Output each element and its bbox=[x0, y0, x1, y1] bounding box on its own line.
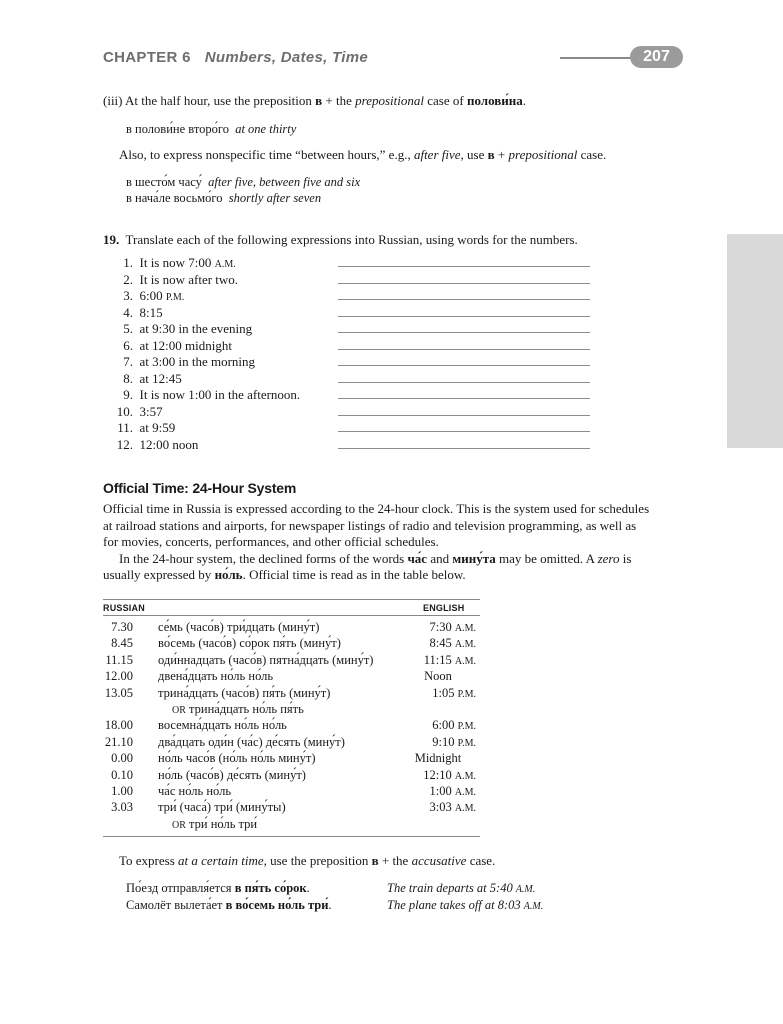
table-cell-english: Noon bbox=[424, 669, 452, 684]
exercise-item-number: 12. bbox=[116, 436, 133, 452]
exercise-item-text: It is now 1:00 in the afternoon. bbox=[139, 387, 301, 402]
table-cell-english: 7:30 A.M. bbox=[429, 620, 476, 634]
answer-line[interactable] bbox=[338, 266, 590, 267]
table-cell-english: 1:00 A.M. bbox=[429, 784, 476, 798]
table-cell-24h: 12.00 bbox=[104, 669, 133, 684]
exercise-item-number: 4. bbox=[123, 304, 133, 320]
table-cell-24h: 7.30 bbox=[111, 620, 133, 634]
exercise-item bbox=[113, 288, 184, 306]
exercise-item-text: at 3:00 in the morning bbox=[139, 354, 256, 369]
table-cell-english: Midnight bbox=[414, 751, 462, 766]
exercise-item bbox=[113, 354, 255, 372]
table-cell-24h: 3.03 bbox=[111, 800, 133, 815]
table-cell-russian: двена́дцать но́ль но́ль bbox=[158, 669, 274, 684]
exercise-item-suffix: P.M. bbox=[165, 292, 185, 303]
table-cell-24h: 0.10 bbox=[111, 767, 133, 782]
table-cell-24h: 8.45 bbox=[111, 636, 133, 651]
table-cell-russian: оди́ннадцать (часо́в) пятна́дцать (мину́т) bbox=[158, 652, 374, 667]
answer-line[interactable] bbox=[338, 365, 590, 366]
exercise-instruction: 19. Translate each of the following expressions into Russian, using words for the numbers. bbox=[103, 232, 578, 247]
table-cell-russian: се́мь (часо́в) три́дцать (мину́т) bbox=[158, 620, 320, 634]
header-rule bbox=[560, 57, 640, 59]
column-header-english: ENGLISH bbox=[423, 603, 465, 613]
exercise-item-number: 2. bbox=[123, 271, 133, 287]
exercise-item-text: 3:57 bbox=[139, 403, 163, 419]
table-cell-russian: два́дцать оди́н (ча́с) де́сять (мину́т) bbox=[158, 734, 345, 749]
exercise-item bbox=[113, 387, 300, 405]
exercise-item-number: 7. bbox=[123, 354, 133, 369]
nonspecific-example: в шесто́м часу́ after five, between five and six bbox=[126, 175, 361, 189]
table-cell-russian: ча́с но́ль но́ль bbox=[158, 784, 232, 798]
table-bottom-rule bbox=[103, 836, 480, 837]
table-cell-english: 9:10 P.M. bbox=[432, 734, 476, 749]
table-cell-english: 8:45 A.M. bbox=[429, 636, 476, 651]
chapter-subtitle: Numbers, Dates, Time bbox=[204, 49, 368, 66]
table-cell-24h: 0.00 bbox=[111, 751, 133, 766]
official-paragraph: Official time in Russia is expressed according to the 24-hour clock. This is the system used for schedules at railroad stations and airports, for newspaper listings of radio and television programming, as well as for movies, concerts, performances, and other official schedules. In the 24-hour system, the declined forms of the words ча́с and мину́та may be omitted. A zero is usually expressed by но́ль. Official time is read as in the table below. bbox=[103, 501, 650, 582]
exercise-item-number: 10. bbox=[116, 403, 133, 419]
chapter-thumb-tab bbox=[727, 234, 783, 448]
table-cell-english: 3:03 A.M. bbox=[429, 800, 476, 815]
half-hour-example: в полови́не второ́го at one thirty bbox=[126, 122, 297, 136]
table-cell-24h: 18.00 bbox=[104, 718, 133, 733]
table-cell-24h: 11.15 bbox=[105, 652, 133, 667]
table-cell-russian: OR три́ но́ль три́ bbox=[172, 816, 258, 831]
table-cell-english: 12:10 A.M. bbox=[423, 767, 476, 782]
nonspecific-example: в нача́ле восьмо́го shortly after seven bbox=[126, 191, 322, 205]
table-cell-english: 6:00 P.M. bbox=[432, 718, 476, 733]
accusative-example-ru: По́езд отправля́ется в пя́ть со́рок. bbox=[126, 881, 310, 895]
answer-line[interactable] bbox=[338, 431, 590, 432]
accusative-example-ru: Самолёт вылета́ет в во́семь но́ль три́. bbox=[126, 898, 332, 912]
exercise-item-number: 5. bbox=[123, 321, 133, 336]
answer-line[interactable] bbox=[338, 382, 590, 383]
exercise-item bbox=[113, 321, 252, 339]
exercise-item bbox=[113, 420, 175, 438]
exercise-item bbox=[113, 305, 163, 323]
exercise-item-suffix: A.M. bbox=[214, 259, 236, 270]
nonspecific-rule: Also, to express nonspecific time “between hours,” e.g., after five, use в + prepositional case. bbox=[119, 147, 607, 162]
table-top-rule bbox=[103, 599, 480, 600]
exercise-item-text: 12:00 noon bbox=[139, 436, 199, 452]
answer-line[interactable] bbox=[338, 398, 590, 399]
running-header bbox=[103, 49, 368, 66]
exercise-item bbox=[113, 437, 198, 455]
answer-line[interactable] bbox=[338, 283, 590, 284]
exercise-item bbox=[113, 404, 163, 422]
exercise-item-number: 11. bbox=[117, 420, 133, 435]
answer-line[interactable] bbox=[338, 316, 590, 317]
exercise-item-text: at 9:59 bbox=[139, 420, 176, 435]
answer-line[interactable] bbox=[338, 299, 590, 300]
exercise-item-text: 8:15 bbox=[139, 304, 163, 320]
table-cell-russian: три́ (часа́) три́ (мину́ты) bbox=[158, 800, 286, 815]
table-cell-24h: 21.10 bbox=[104, 734, 133, 749]
answer-line[interactable] bbox=[338, 332, 590, 333]
answer-line[interactable] bbox=[338, 448, 590, 449]
table-cell-english: 11:15 A.M. bbox=[423, 652, 476, 667]
section-heading: Official Time: 24-Hour System bbox=[103, 480, 297, 496]
table-cell-russian: во́семь (часо́в) со́рок пя́ть (мину́т) bbox=[158, 636, 341, 651]
exercise-item-number: 1. bbox=[123, 255, 133, 270]
page-number: 207 bbox=[630, 46, 683, 68]
accusative-example-en: The train departs at 5:40 A.M. bbox=[387, 881, 536, 895]
table-header-rule bbox=[103, 615, 480, 616]
answer-line[interactable] bbox=[338, 415, 590, 416]
exercise-item-text: It is now 7:00 bbox=[139, 255, 215, 270]
chapter-label: CHAPTER 6 bbox=[103, 49, 191, 66]
answer-line[interactable] bbox=[338, 349, 590, 350]
exercise-item-text: It is now after two. bbox=[139, 271, 239, 287]
table-cell-russian: OR трина́дцать но́ль пя́ть bbox=[172, 702, 304, 716]
exercise-item-text: 6:00 bbox=[139, 288, 166, 303]
exercise-item bbox=[113, 371, 182, 389]
table-cell-russian: трина́дцать (часо́в) пя́ть (мину́т) bbox=[158, 685, 331, 700]
table-cell-russian: но́ль (часо́в) де́сять (мину́т) bbox=[158, 767, 306, 782]
exercise-item-number: 8. bbox=[123, 370, 133, 386]
exercise-item-number: 3. bbox=[123, 288, 133, 303]
exercise-item bbox=[113, 272, 238, 290]
exercise-item-number: 6. bbox=[123, 337, 133, 353]
exercise-item bbox=[113, 255, 236, 273]
exercise-item-number: 9. bbox=[123, 387, 133, 402]
accusative-rule: To express at a certain time, use the preposition в + the accusative case. bbox=[119, 853, 496, 868]
table-cell-24h: 1.00 bbox=[111, 784, 133, 798]
exercise-item-text: at 12:45 bbox=[139, 370, 182, 386]
exercise-item bbox=[113, 338, 232, 356]
table-cell-english: 1:05 P.M. bbox=[432, 685, 476, 700]
table-cell-russian: но́ль часо́в (но́ль но́ль мину́т) bbox=[158, 751, 316, 766]
table-cell-russian: восемна́дцать но́ль но́ль bbox=[158, 718, 287, 733]
half-hour-rule: (iii) At the half hour, use the preposition в + the prepositional case of полови́на. bbox=[103, 93, 526, 108]
exercise-item-text: at 9:30 in the evening bbox=[139, 321, 253, 336]
accusative-example-en: The plane takes off at 8:03 A.M. bbox=[387, 898, 544, 912]
table-cell-24h: 13.05 bbox=[104, 685, 133, 700]
exercise-number: 19. bbox=[103, 232, 120, 247]
column-header-russian: RUSSIAN bbox=[103, 603, 145, 613]
exercise-item-text: at 12:00 midnight bbox=[139, 337, 232, 353]
